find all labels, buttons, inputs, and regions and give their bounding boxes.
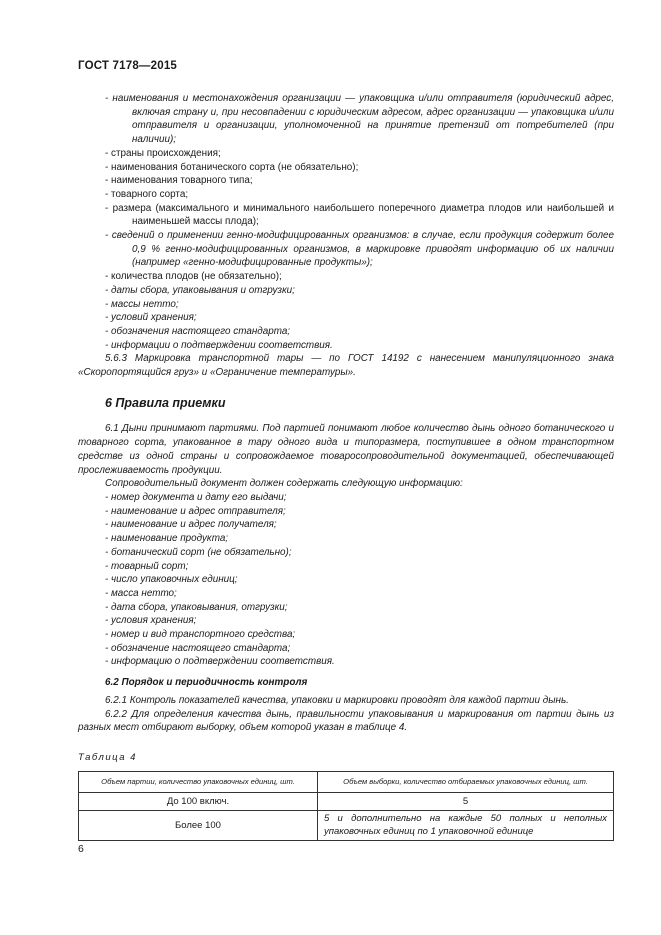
table-cell: Более 100	[79, 811, 318, 841]
list-item: - товарный сорт;	[105, 560, 189, 572]
list-item: - наименования товарного типа;	[105, 175, 253, 187]
list-item: - наименование и адрес отправителя;	[105, 505, 286, 517]
paragraph-5-6-3: 5.6.3 Маркировка транспортной тары — по ГОСТ 14192 с нанесением манипуляционного знака «Скоропортящийся груз» и «Ограничение температуры».	[78, 353, 614, 379]
page-number: 6	[78, 843, 84, 855]
paragraph-doc-intro: Сопроводительный документ должен содержать следующую информацию:	[105, 478, 463, 490]
doc-list	[78, 491, 614, 669]
list-item: - наименования и местонахождения организации — упаковщика и/или отправителя (юридический адрес, включая страну и, при несовпадении с юридическим адресом, адрес организации — упаковщика и/или отправителя и организации, уполномоченной на принятие претензий от потребителей (при наличии);	[105, 93, 614, 146]
list-item: - информации о подтверждении соответствия.	[105, 339, 333, 351]
list-item: - масса нетто;	[105, 587, 177, 599]
list-item: - обозначение настоящего стандарта;	[105, 642, 291, 654]
section-title: 6 Правила приемки	[105, 395, 226, 410]
table-header-row	[79, 771, 614, 792]
table-cell: 5	[318, 792, 614, 811]
marking-list	[78, 92, 614, 352]
list-item: - условий хранения;	[105, 312, 197, 324]
table-caption: Таблица 4	[78, 751, 137, 763]
page-header: ГОСТ 7178—2015	[78, 60, 178, 72]
table-row	[79, 792, 614, 811]
list-item: - товарного сорта;	[105, 188, 189, 200]
table-row	[79, 811, 614, 841]
table-header-cell: Объем выборки, количество отбираемых упаковочных единиц, шт.	[318, 771, 614, 792]
list-item: - сведений о применении генно-модифицированных организмов: в случае, если продукция содержит более 0,9 % генно-модифицированных организмов, в маркировке приводят информацию об их наличии (например «генно-модифицированные продукты»);	[105, 230, 614, 269]
list-item: - дата сбора, упаковывания, отгрузки;	[105, 601, 288, 613]
paragraph-6-2-2: 6.2.2 Для определения качества дынь, правильности упаковывания и маркирования от партии дынь из разных мест отбирают выборку, объем которой указан в таблице 4.	[78, 708, 614, 734]
list-item: - количества плодов (не обязательно);	[105, 271, 282, 283]
list-item: - массы нетто;	[105, 298, 179, 310]
page-content	[78, 92, 614, 841]
paragraph-6-1: 6.1 Дыни принимают партиями. Под партией понимают любое количество дынь одного ботанического и товарного сорта, упакованное в тару одного вида и типоразмера, поступившее в одном транспортном средстве из одной страны и сопровождаемое товаросопроводительной документацией, обеспечивающей прослеживаемость продукции.	[78, 423, 614, 476]
list-item: - наименования ботанического сорта (не обязательно);	[105, 161, 359, 173]
list-item: - число упаковочных единиц;	[105, 574, 238, 586]
table-header-cell: Объем партии, количество упаковочных единиц, шт.	[79, 771, 318, 792]
list-item: - номер документа и дату его выдачи;	[105, 491, 287, 503]
list-item: - обозначения настоящего стандарта;	[105, 325, 291, 337]
subsection-title: 6.2 Порядок и периодичность контроля	[105, 677, 308, 689]
list-item: - номер и вид транспортного средства;	[105, 629, 296, 641]
table-cell: До 100 включ.	[79, 792, 318, 811]
list-item: - ботанический сорт (не обязательно);	[105, 546, 292, 558]
list-item: - страны происхождения;	[105, 147, 221, 159]
list-item: - наименование продукта;	[105, 533, 229, 545]
list-item: - наименование и адрес получателя;	[105, 519, 277, 531]
list-item: - информацию о подтверждении соответствия.	[105, 656, 335, 668]
list-item: - размера (максимального и минимального наибольшего поперечного диаметра плодов или наибольшей и наименьшей массы плода);	[105, 202, 614, 228]
table-cell: 5 и дополнительно на каждые 50 полных и неполных упаковочных единиц по 1 упаковочной единице	[318, 811, 614, 841]
sampling-table	[78, 771, 614, 842]
list-item: - даты сбора, упаковывания и отгрузки;	[105, 284, 295, 296]
list-item: - условия хранения;	[105, 615, 197, 627]
paragraph-6-2-1: 6.2.1 Контроль показателей качества, упаковки и маркировки проводят для каждой партии дынь.	[105, 694, 569, 706]
